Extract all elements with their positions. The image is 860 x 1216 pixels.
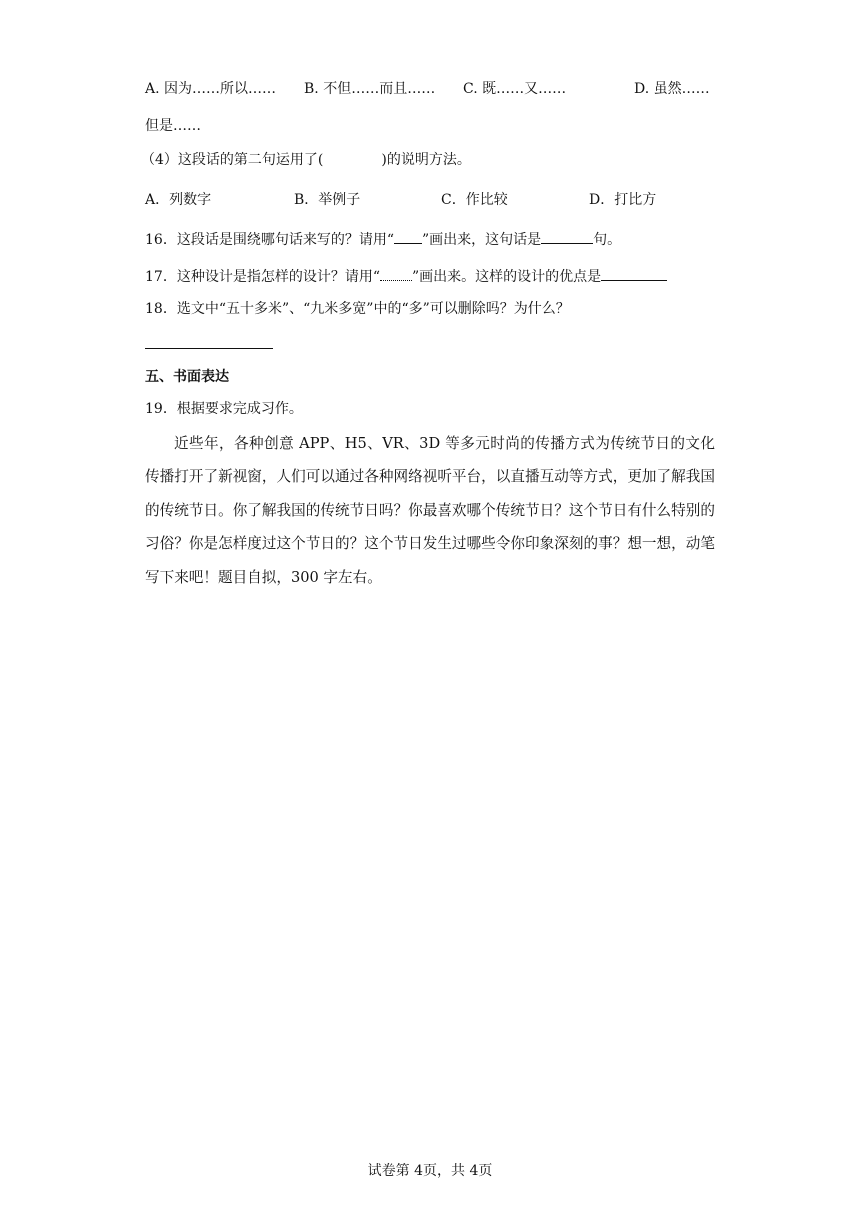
question-18: 18．选文中“五十多米”、“九米多宽”中的“多”可以删除吗？为什么？ [145, 301, 570, 317]
answer-line[interactable] [145, 348, 273, 349]
question-16 [145, 229, 621, 250]
question-4-suffix: )的说明方法。 [381, 152, 471, 168]
section-title: 五、书面表达 [145, 369, 229, 385]
question-16-part1: 16．这段话是围绕哪句话来写的？请用“ [145, 232, 394, 248]
q4-option-a: A．列数字 [145, 192, 212, 208]
question-19: 19．根据要求完成习作。 [145, 401, 303, 417]
q4-option-c: C．作比较 [441, 192, 508, 208]
option-b: B. 不但……而且…… [304, 81, 436, 97]
question-16-part2: ”画出来，这句话是 [421, 232, 542, 248]
question-16-part3: 句。 [593, 232, 622, 248]
option-a: A. 因为……所以…… [145, 81, 277, 97]
q4-option-d: D．打比方 [589, 192, 657, 208]
question-4 [141, 150, 471, 170]
question-17-part1: 17．这种设计是指怎样的设计？请用“ [145, 269, 380, 285]
essay-prompt: 近些年，各种创意 APP、H5、VR、3D 等多元时尚的传播方式为传统节日的文化传播打开了新视窗，人们可以通过各种网络视听平台，以直播互动等方式，更加了解我国的传统节日。你了解我国的传统节日吗？你最喜欢哪个传统节日？这个节日有什么特别的习俗？你是怎样度过这个节日的？这个节日发生过哪些令你印象深刻的事？想一想，动笔写下来吧！题目自拟，300 字左右。 [145, 435, 715, 586]
option-c: C. 既……又…… [463, 81, 567, 97]
question-4-prefix: （4）这段话的第二句运用了( [141, 152, 324, 168]
option-d-continuation: 但是…… [145, 118, 201, 134]
page-footer: 试卷第 4页，共 4页 [367, 1163, 493, 1179]
question-17-part2: ”画出来。这样的设计的优点是 [411, 269, 602, 285]
option-d: D. 虽然…… [634, 81, 710, 97]
question-17 [145, 266, 667, 287]
answer-blank[interactable] [601, 266, 667, 281]
answer-blank[interactable] [541, 229, 593, 244]
wavy-underline-sample [380, 266, 412, 281]
q4-option-b: B．举例子 [294, 192, 361, 208]
underline-sample [394, 229, 422, 244]
